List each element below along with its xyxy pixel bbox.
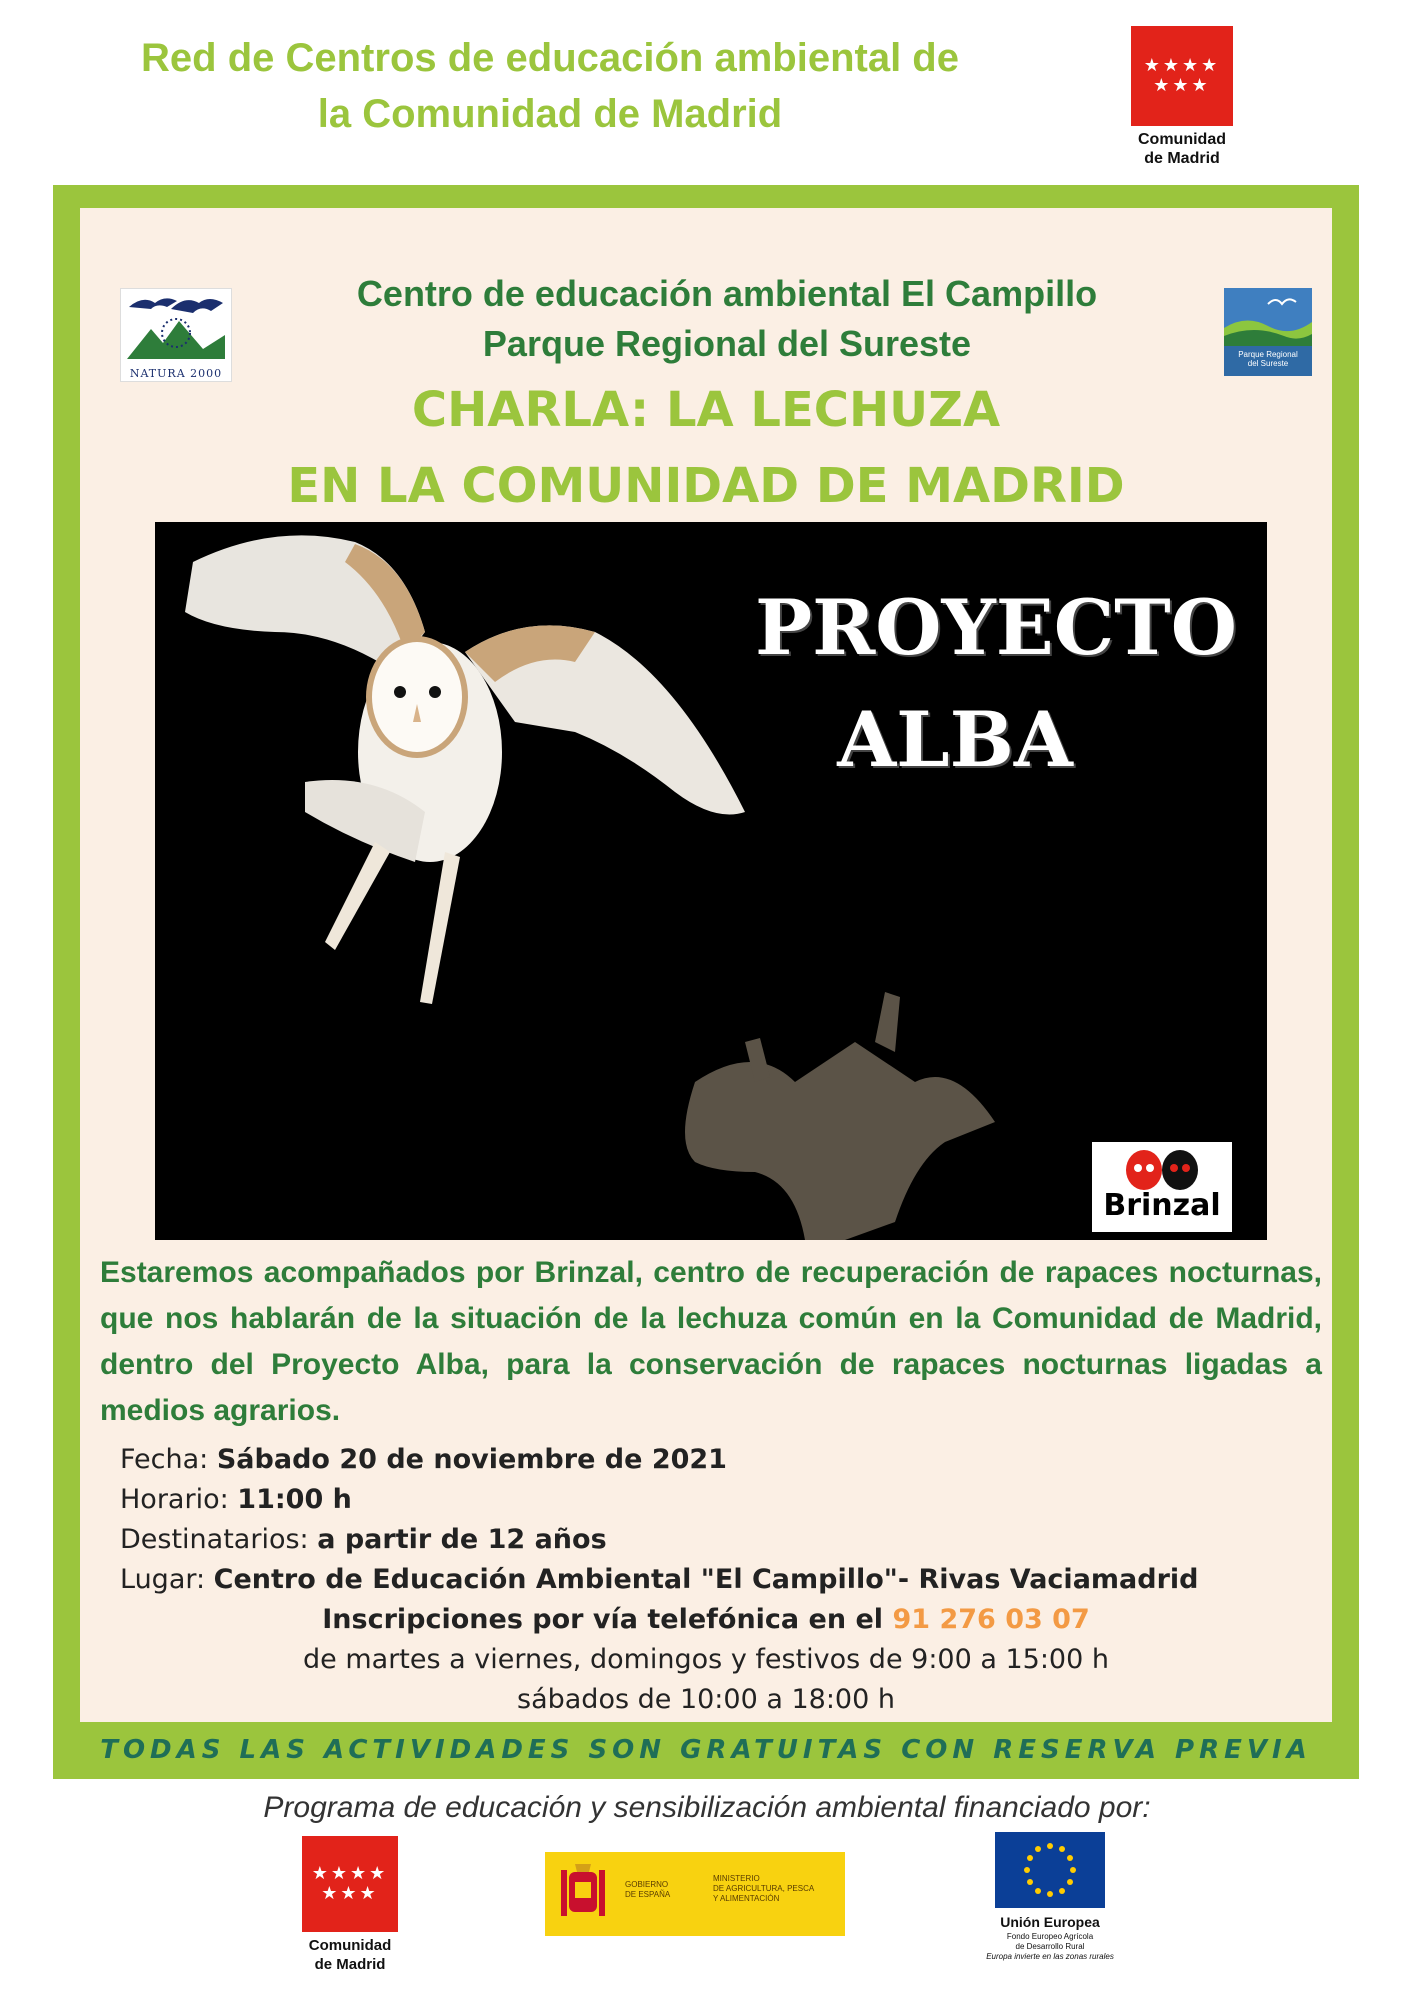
madrid-logo-line2: de Madrid	[1144, 150, 1220, 167]
madrid-stars-icon: ★★★★	[1143, 55, 1221, 76]
parque-logo-text	[1224, 350, 1312, 368]
project-title-line2: ALBA	[837, 695, 1073, 784]
brinzal-owls-icon	[1122, 1146, 1202, 1190]
registration-text: Inscripciones por vía telefónica en el	[322, 1604, 893, 1635]
network-title-line1: Red de Centros de educación ambiental de	[141, 36, 959, 80]
madrid-footer-line1: Comunidad	[308, 1937, 392, 1954]
funded-by-text: Programa de educación y sensibilización ambiental financiado por:	[263, 1791, 1151, 1824]
madrid-footer-line2: de Madrid	[314, 1956, 386, 1973]
talk-title-line1: CHARLA: LA LECHUZA	[411, 382, 1001, 438]
natura-2000-text: NATURA 2000	[129, 367, 223, 380]
eu-subtitle	[970, 1932, 1130, 1962]
schedule-saturdays: sábados de 10:00 a 18:00 h	[517, 1684, 895, 1715]
gobierno-line1: GOBIERNO	[625, 1880, 669, 1889]
eu-flag-icon	[995, 1832, 1105, 1908]
madrid-stars-bottom-row2-icon: ★★★	[321, 1883, 379, 1904]
madrid-footer-text	[288, 1936, 412, 1974]
registration-line	[80, 1600, 1332, 1640]
centre-name: Centro de educación ambiental El Campillo	[356, 273, 1098, 314]
brinzal-logo	[1092, 1142, 1232, 1232]
eu-subtitle-line3: Europa invierte en las zonas rurales	[986, 1952, 1114, 1961]
audience-label: Destinatarios:	[120, 1524, 318, 1555]
parque-regional-logo	[1224, 288, 1312, 376]
brinzal-logo-text: Brinzal	[1103, 1188, 1221, 1223]
madrid-stars-row2-icon: ★★★	[1153, 75, 1211, 96]
time-value: 11:00 h	[237, 1484, 352, 1515]
gobierno-text	[625, 1880, 705, 1900]
project-title-line1: PROYECTO	[755, 583, 1237, 672]
parque-landscape-icon	[1224, 288, 1312, 346]
parque-logo-line2: del Sureste	[1247, 359, 1289, 368]
eu-stars-icon	[995, 1832, 1105, 1908]
comunidad-madrid-logo-top	[1131, 26, 1233, 170]
schedule-weekdays: de martes a viernes, domingos y festivos de 9:00 a 15:00 h	[303, 1644, 1109, 1675]
ministerio-line3: Y ALIMENTACIÓN	[713, 1894, 780, 1903]
network-title-line2: la Comunidad de Madrid	[317, 92, 783, 136]
free-activities-banner: TODAS LAS ACTIVIDADES SON GRATUITAS CON RESERVA PREVIA	[100, 1735, 1312, 1765]
time-label: Horario:	[120, 1484, 238, 1515]
event-description: Estaremos acompañados por Brinzal, centro de recuperación de rapaces nocturnas, que nos hablarán de la situación de la lechuza común en la Comunidad de Madrid, dentro del Proyecto Alba, para la conservación de rapaces nocturnas ligadas a medios agrarios.	[100, 1256, 1322, 1427]
comunidad-madrid-logo-bottom	[302, 1836, 402, 1984]
natura-birds-icon	[121, 289, 231, 363]
date-line	[120, 1440, 1300, 1480]
park-name: Parque Regional del Sureste	[482, 323, 972, 364]
eu-subtitle-line2: de Desarrollo Rural	[1015, 1942, 1085, 1951]
audience-line	[120, 1520, 1300, 1560]
madrid-stars-bottom-icon: ★★★★	[311, 1863, 389, 1884]
network-title	[40, 30, 1060, 142]
project-title	[755, 572, 1237, 796]
location-label: Lugar:	[120, 1564, 214, 1595]
madrid-flag-icon	[1131, 26, 1233, 126]
eu-title: Unión Europea	[1000, 1914, 1100, 1930]
location-value: Centro de Educación Ambiental "El Campillo"- Rivas Vaciamadrid	[213, 1564, 1199, 1595]
audience-value: a partir de 12 años	[317, 1524, 607, 1555]
date-label: Fecha:	[120, 1444, 217, 1475]
madrid-logo-text	[1121, 130, 1243, 168]
eu-subtitle-line1: Fondo Europeo Agrícola	[1006, 1932, 1094, 1941]
owl-photo	[155, 522, 1267, 1240]
time-line	[120, 1480, 1300, 1520]
natura-2000-logo	[120, 288, 232, 382]
union-europea-logo	[970, 1832, 1130, 1972]
ministerio-line1: MINISTERIO	[713, 1874, 760, 1883]
ministerio-line2: DE AGRICULTURA, PESCA	[713, 1884, 815, 1893]
spain-coat-of-arms-icon	[555, 1860, 611, 1928]
location-line	[120, 1560, 1300, 1600]
gobierno-espana-logo	[545, 1852, 845, 1936]
parque-logo-line1: Parque Regional	[1238, 350, 1298, 359]
madrid-flag-bottom-icon	[302, 1836, 398, 1932]
talk-title-line2: EN LA COMUNIDAD DE MADRID	[287, 458, 1125, 514]
phone-number[interactable]: 91 276 03 07	[892, 1604, 1090, 1635]
date-value: Sábado 20 de noviembre de 2021	[216, 1444, 727, 1475]
madrid-logo-line1: Comunidad	[1138, 131, 1226, 148]
gobierno-line2: DE ESPAÑA	[625, 1890, 671, 1899]
ministerio-text	[713, 1874, 843, 1904]
